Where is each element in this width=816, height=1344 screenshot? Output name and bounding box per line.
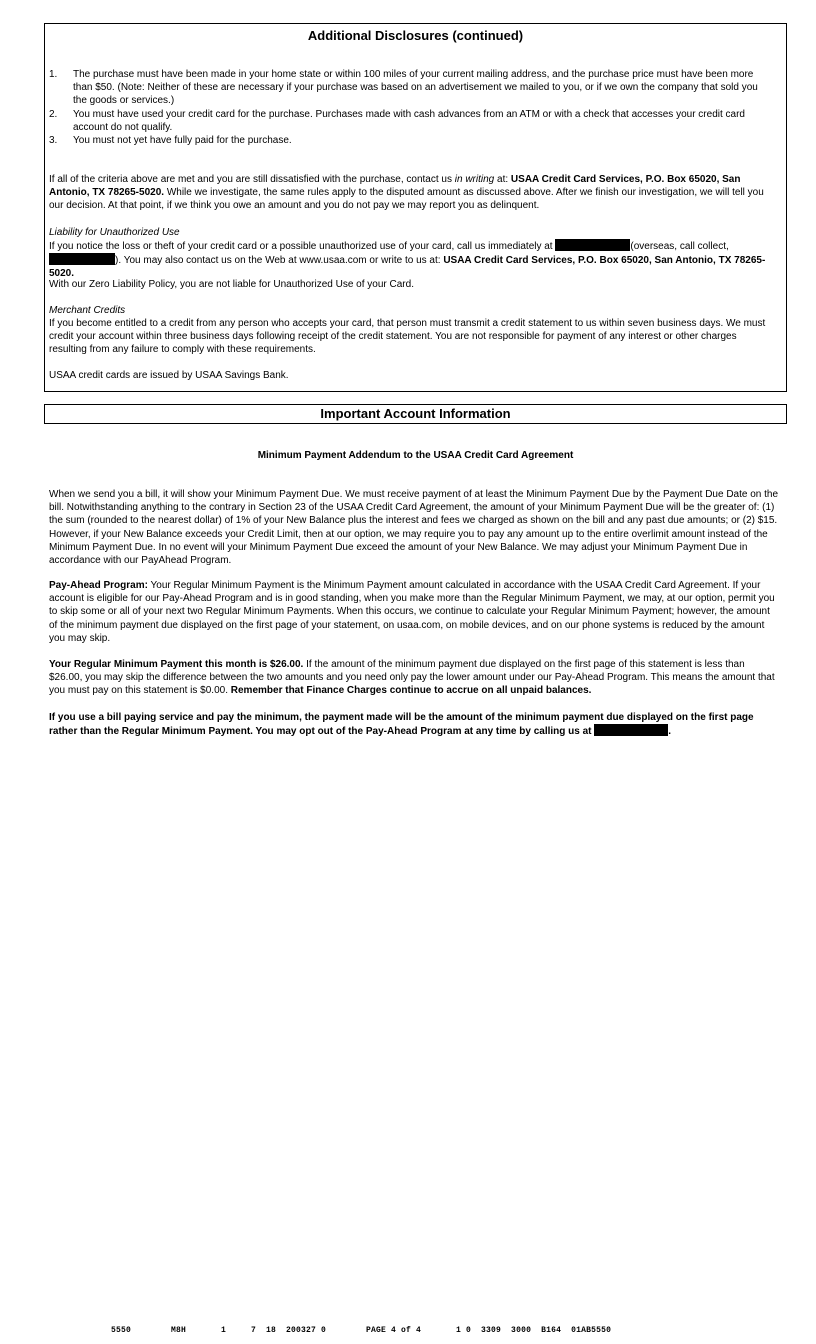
text-run: If the amount of the minimum payment due displayed on the first page of this statement is less than $26.00, you may skip the difference between the two amounts and you need only pay the lower amount under our Pay-Ahead Program. This means the amount that you must pay on this statement is $0.00. xyxy=(49,659,775,697)
paragraph-label: Pay-Ahead Program: xyxy=(49,580,148,591)
list-text: You must not yet have fully paid for the purchase. xyxy=(73,135,292,147)
additional-disclosures-box xyxy=(44,23,787,392)
regular-payment-paragraph xyxy=(49,658,779,698)
text-run: While we investigate, the same rules apply to the disputed amount as discussed above. After we finish our investigation, we will tell you our decision. At that point, if we think you owe an amount and you do not pay we may report you as delinquent. xyxy=(49,187,764,212)
text-run: . xyxy=(668,726,672,738)
list-item xyxy=(49,68,763,108)
text-run: If you notice the loss or theft of your credit card or a possible unauthorized use of your card, call us immediately at xyxy=(49,241,556,252)
text-run: in writing xyxy=(454,174,495,185)
text-run: If you use a bill paying service and pay the minimum, the payment made will be the amount of the minimum payment due displayed on the first page rather than the Regular Minimum Payment. You may opt out of the Pay-Ahead Program at any time by calling us at xyxy=(49,712,754,738)
text-run: If all of the criteria above are met and you are still dissatisfied with the purchase, contact us xyxy=(49,174,455,185)
finance-charges-notice: Remember that Finance Charges continue to accrue on all unpaid balances. xyxy=(230,685,592,697)
merchant-credits-text: If you become entitled to a credit from any person who accepts your card, that person must transmit a credit statement to us within seven business days. We must credit your account within three business days following receipt of the credit statement. You are not responsible for payment of any interest or other charges resulting from any failure to comply with these requirements. xyxy=(49,318,766,356)
dissatisfied-paragraph xyxy=(49,173,767,213)
issuer-statement: USAA credit cards are issued by USAA Savings Bank. xyxy=(49,370,289,381)
zero-liability-text: With our Zero Liability Policy, you are not liable for Unauthorized Use of your Card. xyxy=(49,279,414,290)
text-run: at: xyxy=(494,174,511,185)
list-item xyxy=(49,134,763,147)
important-info-header: Important Account Information xyxy=(44,404,787,424)
redacted-phone xyxy=(555,239,630,251)
minimum-payment-paragraph: When we send you a bill, it will show your Minimum Payment Due. We must receive payment of at least the Minimum Payment Due by the Payment Due Date on the bill. Notwithstanding anything to the contrary in Section 23 of the USAA Credit Card Agreement, the amount of your Minimum Payment Due will be the greater of: (1) the sum (rounded to the nearest dollar) of 1% of your New Balance plus the interest and fees we charged as shown on the bill and any past due amounts; or (2) $15. However, if your New Balance exceeds your Credit Limit, then at our option, we may require you to pay any amount up to the entire overlimit amount instead of the Minimum Payment Due. In no event will your Minimum Payment Due exceed the amount of your New Balance. We may adjust your Minimum Payment Due in accordance with our PayAhead Program. xyxy=(49,489,779,567)
list-text: You must have used your credit card for the purchase. Purchases made with cash advances from an ATM or with a check that accesses your credit card account do not qualify. xyxy=(73,108,745,133)
page-footer-code: 5550 M8H 1 7 18 200327 0 PAGE 4 of 4 1 0 3309 3000 B164 01AB5550 xyxy=(111,1326,612,1335)
list-number: 2. xyxy=(49,108,58,120)
list-number: 3. xyxy=(49,135,58,147)
addendum-title: Minimum Payment Addendum to the USAA Credit Card Agreement xyxy=(257,450,574,461)
criteria-list xyxy=(49,68,763,147)
pay-ahead-paragraph xyxy=(49,579,779,645)
redacted-phone xyxy=(49,253,115,265)
list-number: 1. xyxy=(49,69,58,80)
liability-heading: Liability for Unauthorized Use xyxy=(49,227,180,238)
regular-payment-amount: Your Regular Minimum Payment this month is $26.00. xyxy=(49,659,304,670)
mailing-address: USAA Credit Card Services, P.O. Box 65020, San Antonio, TX 78265-5020. xyxy=(49,174,741,199)
redacted-phone xyxy=(594,724,668,736)
list-text: The purchase must have been made in your home state or within 100 miles of your current mailing address, and the purchase price must have been more than $50. (Note: Neither of these are necessary if your purchase was based on an advertisement we mailed to you, or if we own the company that sold you the goods or services.) xyxy=(73,69,758,107)
list-item xyxy=(49,108,763,134)
text-run: (overseas, call collect, xyxy=(630,241,729,252)
liability-paragraph xyxy=(49,239,767,281)
bill-pay-paragraph xyxy=(49,711,779,738)
mailing-address: USAA Credit Card Services, P.O. Box 65020, San Antonio, TX 78265-5020. xyxy=(49,255,766,280)
merchant-credits-heading: Merchant Credits xyxy=(49,305,126,316)
section-title: Additional Disclosures (continued) xyxy=(307,28,524,43)
text-run: ). You may also contact us on the Web at www.usaa.com or write to us at: xyxy=(115,255,444,267)
text-run: Your Regular Minimum Payment is the Minimum Payment amount calculated in accordance with the USAA Credit Card Agreement. If your account is eligible for our Pay-Ahead Program and is in good standing, when you make more than the Regular Minimum Payment, we may, at our option, permit you to skip some or all of your next two Regular Minimum Payments. When this occurs, we continue to calculate your Regular Minimum Payment; however, the amount of the minimum payment due displayed on the first page of your statement, on usaa.com, on mobile devices, and on our phone systems is reduced by the amount you may skip. xyxy=(49,580,775,644)
